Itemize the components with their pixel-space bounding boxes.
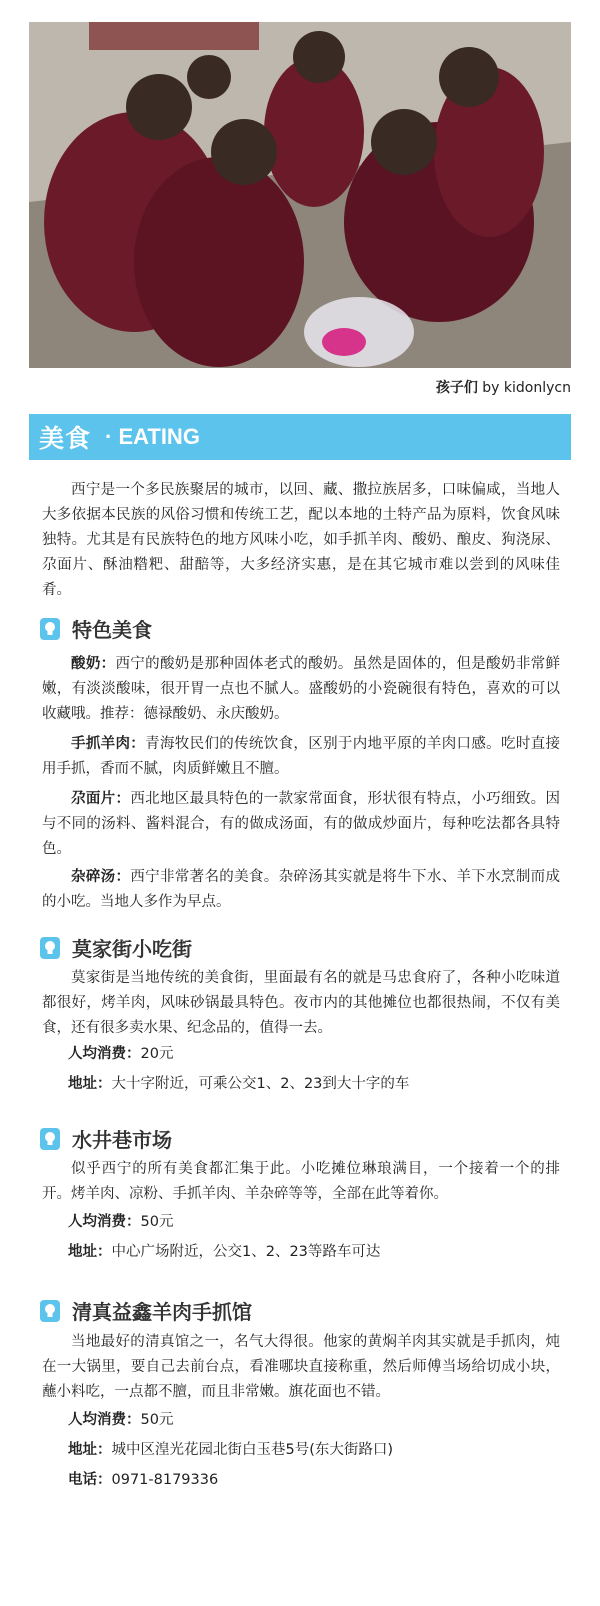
specialty-item: [42, 787, 560, 862]
price-value: 20元: [140, 1046, 174, 1062]
qingzhen-heading: [40, 1296, 252, 1325]
mojia-address: [68, 1072, 409, 1096]
shuijing-address: [68, 1240, 380, 1264]
mojia-price: [68, 1042, 173, 1066]
lightbulb-icon: [40, 937, 60, 959]
section-title-en: · EATING: [105, 424, 200, 449]
specialty-heading-text: 特色美食: [72, 618, 152, 642]
specialty-item: [42, 865, 560, 915]
price-value: 50元: [140, 1412, 174, 1428]
address-value: 中心广场附近，公交1、2、23等路车可达: [111, 1244, 381, 1260]
specialty-heading: [40, 614, 152, 643]
item-label: 酸奶：: [71, 656, 116, 672]
address-value: 大十字附近，可乘公交1、2、23到大十字的车: [111, 1076, 410, 1092]
children-illustration: [29, 22, 571, 368]
item-text: 西宁非常著名的美食。杂碎汤其实就是将牛下水、羊下水烹制而成的小吃。当地人多作为早点。: [42, 869, 560, 910]
qingzhen-address: [68, 1438, 393, 1462]
price-label: 人均消费：: [68, 1046, 141, 1062]
hero-photo: [29, 22, 571, 368]
intro-paragraph: 西宁是一个多民族聚居的城市，以回、藏、撒拉族居多，口味偏咸，当地人大多依据本民族的风俗习惯和传统工艺，配以本地的土特产品为原料，饮食风味独特。尤其是有民族特色的地方风味小吃，如手抓羊肉、酸奶、酿皮、狗浇尿、尕面片、酥油糌粑、甜醅等，大多经济实惠，是在其它城市难以尝到的风味佳肴。: [42, 482, 560, 598]
shuijing-desc: 似乎西宁的所有美食都汇集于此。小吃摊位琳琅满目，一个接着一个的排开。烤羊肉、凉粉、手抓羊肉、羊杂碎等等，全部在此等着你。: [42, 1161, 560, 1202]
qingzhen-price: [68, 1408, 173, 1432]
item-text: 西北地区最具特色的一款家常面食，形状很有特点，小巧细致。因与不同的汤料、酱料混合，有的做成汤面，有的做成炒面片，每种吃法都各具特色。: [42, 791, 560, 857]
item-text: 西宁的酸奶是那种固体老式的酸奶。虽然是固体的，但是酸奶非常鲜嫩，有淡淡酸味，很开胃一点也不腻人。盛酸奶的小瓷碗很有特色，喜欢的可以收藏哦。推荐：德禄酸奶、永庆酸奶。: [42, 656, 560, 722]
mojia-heading: [40, 933, 192, 962]
item-label: 手抓羊肉：: [71, 736, 146, 752]
shuijing-heading-text: 水井巷市场: [72, 1128, 172, 1152]
caption-author: by kidonlycn: [482, 380, 571, 396]
section-header-eating: [29, 414, 571, 460]
qingzhen-phone: [68, 1468, 218, 1492]
specialty-item: [42, 652, 560, 727]
address-label: 地址：: [68, 1076, 112, 1092]
qingzhen-desc: 当地最好的清真馆之一，名气大得很。他家的黄焖羊肉其实就是手抓肉，炖在一大锅里，要自己去前台点，看准哪块直接称重，然后师傅当场给切成小块，蘸小料吃，一点都不膻，而且非常嫩。旗花面也不错。: [42, 1334, 560, 1400]
phone-value: 0971-8179336: [111, 1472, 219, 1488]
price-value: 50元: [140, 1214, 174, 1230]
lightbulb-icon: [40, 1128, 60, 1150]
specialty-item: [42, 732, 560, 782]
qingzhen-heading-text: 清真益鑫羊肉手抓馆: [72, 1300, 252, 1324]
caption-title: 孩子们: [435, 380, 478, 396]
address-label: 地址：: [68, 1244, 112, 1260]
lightbulb-icon: [40, 1300, 60, 1322]
item-text: 青海牧民们的传统饮食，区别于内地平原的羊肉口感。吃时直接用手抓，香而不腻，肉质鲜嫩且不膻。: [42, 736, 560, 777]
shuijing-price: [68, 1210, 173, 1234]
lightbulb-icon: [40, 618, 60, 640]
price-label: 人均消费：: [68, 1214, 141, 1230]
photo-caption: [436, 377, 571, 397]
mojia-desc: 莫家街是当地传统的美食街，里面最有名的就是马忠食府了，各种小吃味道都很好，烤羊肉，风味砂锅最具特色。夜市内的其他摊位也都很热闹，不仅有美食，还有很多卖水果、纪念品的，值得一去。: [42, 970, 560, 1036]
price-label: 人均消费：: [68, 1412, 141, 1428]
phone-label: 电话：: [68, 1472, 112, 1488]
item-label: 尕面片：: [71, 791, 131, 807]
shuijing-heading: [40, 1124, 172, 1153]
address-label: 地址：: [68, 1442, 112, 1458]
item-label: 杂碎汤：: [71, 869, 131, 885]
mojia-heading-text: 莫家街小吃街: [72, 937, 192, 961]
address-value: 城中区湟光花园北街白玉巷5号(东大街路口): [111, 1442, 394, 1458]
section-title-zh: 美食: [39, 424, 92, 453]
